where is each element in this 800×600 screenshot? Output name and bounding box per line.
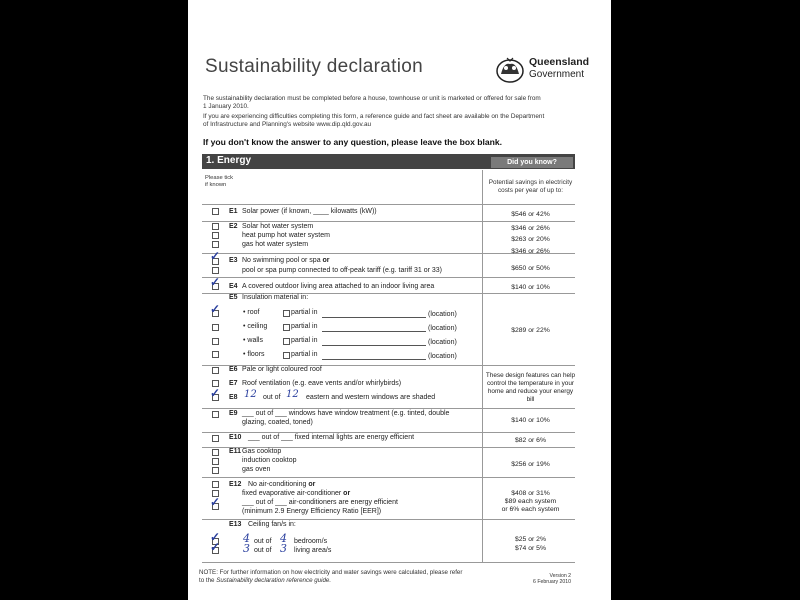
saving-e11: $256 or 19% (511, 461, 550, 468)
item-code-e7: E7 (229, 380, 238, 387)
checkbox-e10[interactable] (212, 435, 219, 442)
handwritten-tick-mark: ✓ (210, 275, 221, 289)
footer-note-line2 (199, 577, 462, 585)
checkbox-e5-walls-partial[interactable] (283, 338, 290, 345)
saving-e13-living: $74 or 5% (515, 545, 546, 552)
handwritten-bedroom-total: 4 (280, 532, 287, 545)
form-page (188, 0, 611, 600)
location-label: (location) (428, 353, 457, 360)
handwritten-living-count: 3 (243, 542, 250, 555)
item-text-e7: Roof ventilation (e.g. eave vents and/or whirlybirds) (242, 380, 402, 387)
row-divider (202, 562, 575, 563)
checkbox-e5-floors-partial[interactable] (283, 352, 290, 359)
footer-note-prefix: to the (199, 576, 217, 584)
handwritten-tick-mark: ✓ (210, 386, 221, 400)
saving-e12-line2: $89 each system (504, 498, 557, 505)
version-date: 6 February 2010 (533, 579, 572, 585)
item-text-e2-gas: gas hot water system (242, 241, 309, 248)
row-divider (202, 277, 575, 278)
checkbox-e5-ceiling[interactable] (212, 324, 219, 331)
checkbox-e5-ceiling-partial[interactable] (283, 324, 290, 331)
e3-line1-text: No swimming pool or spa (242, 257, 323, 264)
checkbox-e12-noac[interactable] (212, 481, 219, 488)
item-text-e11-gasoven: gas oven (242, 466, 271, 473)
item-code-e9: E9 (229, 410, 238, 417)
version-info (533, 573, 571, 585)
saving-e2-heatpump: $263 or 20% (511, 236, 550, 243)
partial-in-label: partial in (291, 337, 318, 344)
checkbox-e5-floors[interactable] (212, 351, 219, 358)
item-code-e2: E2 (229, 223, 238, 230)
item-text-e12-line1 (248, 481, 315, 488)
location-field-roof[interactable] (322, 317, 426, 318)
e5-part-walls: • walls (243, 337, 263, 344)
queensland-government-logo (494, 56, 604, 86)
saving-e4: $140 or 10% (511, 284, 550, 291)
item-text-e2-heatpump: heat pump hot water system (242, 232, 330, 239)
e5-part-roof: • roof (243, 309, 260, 316)
item-code-e12: E12 (229, 481, 242, 488)
item-code-e3: E3 (229, 257, 238, 264)
item-text-e4: A covered outdoor living area attached to an indoor living area (242, 283, 435, 290)
handwritten-tick-mark: ✓ (210, 530, 221, 544)
saving-e13-bedroom: $25 or 2% (515, 536, 546, 543)
item-text-e13-bedroom: bedroom/s (294, 538, 328, 545)
e5-part-floors: • floors (243, 351, 265, 358)
coat-of-arms-icon (494, 56, 526, 84)
intro-text-4: of Infrastructure and Planning's website www.dip.qld.gov.au (203, 121, 372, 128)
item-text-e13-living: living area/s (294, 547, 332, 554)
logo-text-queensland: Queensland (529, 56, 590, 68)
e12-or-2: or (343, 490, 351, 497)
e12-or-1: or (308, 481, 316, 488)
intro-text-3: If you are experiencing difficulties completing this form, a reference guide and fact sheet are available on the Department (203, 113, 545, 120)
item-text-e8: eastern and western windows are shaded (306, 394, 436, 401)
savings-column-header: Potential savings in electricity costs per year of up to: (488, 179, 573, 194)
checkbox-e5-roof-partial[interactable] (283, 310, 290, 317)
item-text-e10: ___ out of ___ fixed internal lights are energy efficient (248, 434, 415, 441)
e5-part-walls-label: walls (247, 337, 263, 344)
footer-note-line1: NOTE: For further information on how electricity and water savings were calculated, please refer (199, 569, 463, 576)
checkbox-e9[interactable] (212, 411, 219, 418)
row-divider (202, 477, 575, 478)
e5-part-ceiling-label: ceiling (247, 323, 268, 330)
item-text-e11-gascooktop: Gas cooktop (242, 448, 282, 455)
saving-e1: $546 or 42% (511, 211, 550, 218)
partial-in-label: partial in (291, 351, 318, 358)
item-text-e11-induction: induction cooktop (242, 457, 297, 464)
saving-e2-solar: $346 or 26% (511, 225, 550, 232)
logo-text-government: Government (529, 69, 585, 80)
item-code-e4: E4 (229, 283, 238, 290)
row-divider (202, 221, 575, 222)
item-text-e1: Solar power (if known, ____ kilowatts (kW)) (242, 208, 377, 215)
handwritten-tick-mark: ✓ (210, 495, 221, 509)
item-text-e3-line2: pool or spa pump connected to off-peak tariff (e.g. tariff 31 or 33) (242, 267, 443, 274)
saving-e3: $650 or 50% (511, 265, 550, 272)
reference-guide-title: Sustainability declaration reference guide. (216, 576, 332, 584)
column-divider (482, 170, 483, 563)
location-label: (location) (428, 325, 457, 332)
item-text-e6: Pale or light coloured roof (242, 366, 322, 373)
item-text-e12-line4: (minimum 2.9 Energy Efficiency Ratio [EER]) (242, 508, 382, 515)
handwritten-tick-mark: ✓ (210, 302, 221, 316)
handwritten-e8-count: 12 (244, 389, 257, 400)
item-text-e3-line1 (242, 257, 330, 264)
checkbox-e11-gasoven[interactable] (212, 467, 219, 474)
checkbox-e2-gas[interactable] (212, 241, 219, 248)
did-you-know-tab (491, 157, 573, 168)
item-code-e8: E8 (229, 394, 238, 401)
checkbox-e11-induction[interactable] (212, 458, 219, 465)
intro-text-1: The sustainability declaration must be completed before a house, townhouse or unit is marketed or offered for sale from (203, 95, 541, 102)
section-title: 1. Energy (206, 155, 252, 166)
checkbox-e3-pump[interactable] (212, 267, 219, 274)
location-field-walls[interactable] (322, 345, 426, 346)
saving-e12-line1: $408 or 31% (511, 490, 550, 497)
item-code-e5: E5 (229, 294, 238, 301)
item-text-e13: Ceiling fan/s in: (248, 521, 296, 528)
footer-note (199, 569, 462, 584)
partial-in-label: partial in (291, 309, 318, 316)
item-code-e13: E13 (229, 521, 242, 528)
tick-column-header: Please tick if known (205, 175, 234, 188)
checkbox-e2-heatpump[interactable] (212, 232, 219, 239)
e5-part-ceiling: • ceiling (243, 323, 268, 330)
row-divider (202, 408, 575, 409)
item-text-e13-outof-1: out of (254, 538, 272, 545)
location-field-floors[interactable] (322, 359, 426, 360)
saving-e9: $140 or 10% (511, 417, 550, 424)
item-text-e12-line2 (242, 490, 350, 497)
saving-e12-line3: or 6% each system (501, 506, 560, 513)
checkbox-e6[interactable] (212, 367, 219, 374)
item-code-e6: E6 (229, 366, 238, 373)
handwritten-e8-total: 12 (286, 389, 299, 400)
e5-part-roof-label: roof (247, 309, 260, 316)
item-text-e8-outof: out of (263, 394, 281, 401)
intro-text-2: 1 January 2010. (203, 103, 249, 110)
handwritten-tick-mark: ✓ (210, 540, 221, 554)
e5-part-floors-label: floors (247, 351, 265, 358)
handwritten-bedroom-count: 4 (243, 532, 250, 545)
item-code-e1: E1 (229, 208, 238, 215)
e12-line2-text: fixed evaporative air-conditioner (242, 490, 344, 497)
row-divider (202, 204, 575, 205)
handwritten-tick-mark: ✓ (210, 249, 221, 263)
page-title: Sustainability declaration (205, 56, 423, 77)
item-code-e10: E10 (229, 434, 242, 441)
version-number: Version 2 (549, 573, 572, 579)
e3-or: or (322, 257, 330, 264)
item-text-e9-line1: ___ out of ___ windows have window treatment (e.g. tinted, double (242, 410, 450, 417)
location-field-ceiling[interactable] (322, 331, 426, 332)
item-text-e5: Insulation material in: (242, 294, 309, 301)
checkbox-e11-gascooktop[interactable] (212, 449, 219, 456)
checkbox-e2-solar[interactable] (212, 223, 219, 230)
location-label: (location) (428, 339, 457, 346)
checkbox-e1[interactable] (212, 208, 219, 215)
did-you-know-label: Did you know? (507, 159, 557, 166)
partial-in-label: partial in (291, 323, 318, 330)
saving-e10: $82 or 6% (515, 437, 546, 444)
instruction-warning: If you don't know the answer to any question, please leave the box blank. (203, 137, 503, 147)
saving-e5: $289 or 22% (511, 327, 550, 334)
location-label: (location) (428, 311, 457, 318)
handwritten-living-total: 3 (280, 542, 287, 555)
item-text-e9-line2: glazing, coated, toned) (242, 419, 313, 426)
checkbox-e5-walls[interactable] (212, 338, 219, 345)
saving-e2-gas: $346 or 26% (511, 248, 550, 255)
design-features-note: These design features can help control the temperature in your home and reduce your energy bill (485, 372, 576, 403)
item-text-e13-outof-2: out of (254, 547, 272, 554)
e12-line1-text: No air-conditioning (248, 481, 309, 488)
row-divider (202, 519, 575, 520)
item-text-e12-line3: ___ out of ___ air-conditioners are energy efficient (242, 499, 398, 506)
item-text-e2-solar: Solar hot water system (242, 223, 314, 230)
item-code-e11: E11 (229, 448, 242, 455)
row-divider (202, 432, 575, 433)
